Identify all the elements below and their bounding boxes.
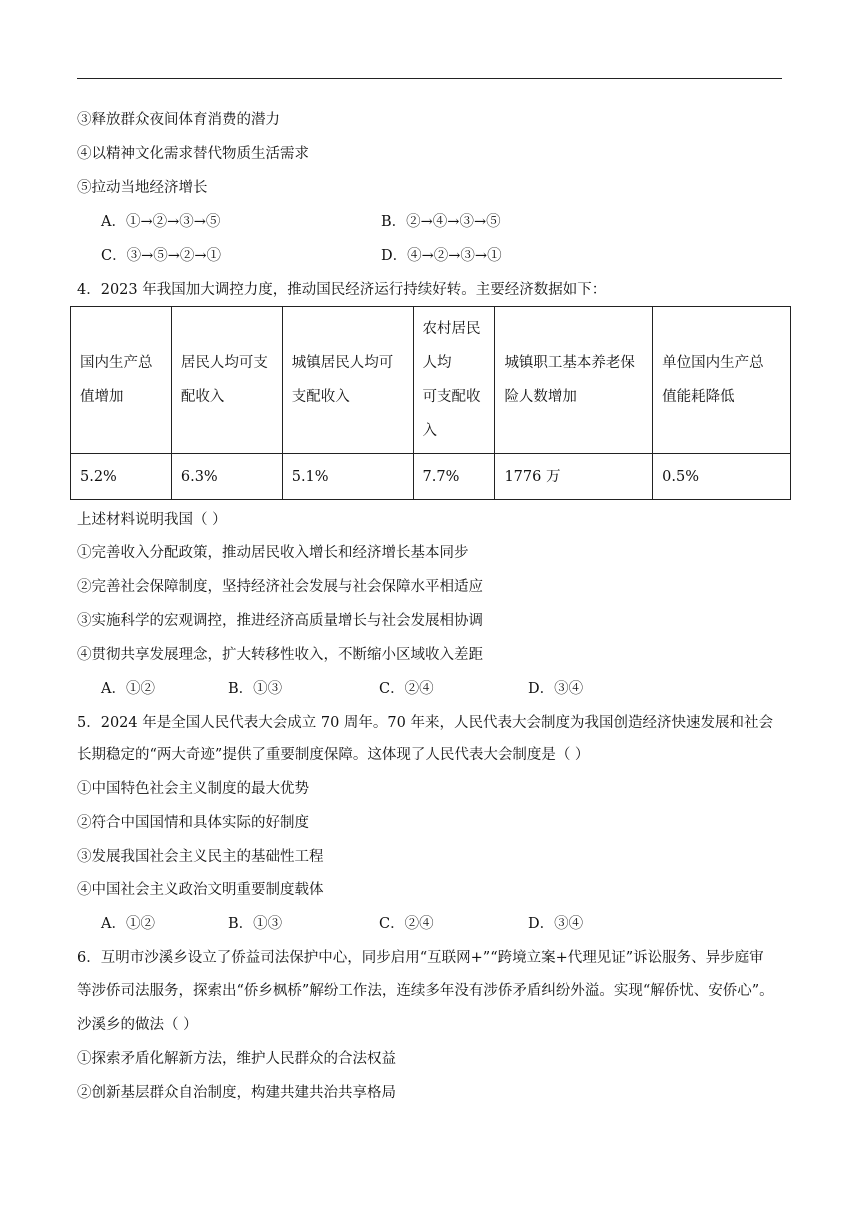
q5-option-c[interactable]: C．②④ [379, 916, 434, 932]
table-cell: 6.3% [171, 454, 282, 500]
table-cell: 5.2% [71, 454, 172, 500]
table-row [71, 454, 791, 500]
q4-item-1: ①完善收入分配政策，推动居民收入增长和经济增长基本同步 [77, 545, 469, 561]
q3-item-4: ④以精神文化需求替代物质生活需求 [77, 146, 309, 162]
q6-item-2: ②创新基层群众自治制度，构建共建共治共享格局 [77, 1085, 396, 1101]
table-header-cell: 农村居民 人均 可支配收 入 [413, 307, 495, 454]
q3-option-c[interactable]: C．③→⑤→②→① [101, 248, 222, 264]
q5-item-2: ②符合中国国情和具体实际的好制度 [77, 815, 309, 831]
q6-stem-line-3: 沙溪乡的做法（ ） [77, 1017, 198, 1033]
table-cell: 1776 万 [495, 454, 653, 500]
q5-option-b[interactable]: B．①③ [228, 916, 283, 932]
table-header-cell: 国内生产总 值增加 [71, 307, 172, 454]
q3-option-b[interactable]: B．②→④→③→⑤ [381, 214, 501, 230]
table-cell: 0.5% [653, 454, 791, 500]
q6-stem-line-2: 等涉侨司法服务，探索出“侨乡枫桥”解纷工作法，连续多年没有涉侨矛盾纠纷外溢。实现“解侨忧、安侨心”。 [77, 983, 774, 999]
table-cell: 5.1% [282, 454, 413, 500]
q4-option-d[interactable]: D．③④ [528, 681, 584, 697]
q3-option-a[interactable]: A．①→②→③→⑤ [101, 214, 221, 230]
q4-option-a[interactable]: A．①② [101, 681, 155, 697]
q4-prompt: 上述材料说明我国（ ） [77, 512, 227, 528]
q3-item-5: ⑤拉动当地经济增长 [77, 180, 208, 196]
q5-item-1: ①中国特色社会主义制度的最大优势 [77, 781, 309, 797]
q5-item-3: ③发展我国社会主义民主的基础性工程 [77, 849, 324, 865]
table-header-cell: 城镇职工基本养老保 险人数增加 [495, 307, 653, 454]
q4-item-4: ④贯彻共享发展理念，扩大转移性收入，不断缩小区域收入差距 [77, 647, 483, 663]
q4-stem: 4．2023 年我国加大调控力度，推动国民经济运行持续好转。主要经济数据如下： [77, 282, 607, 298]
q6-stem-line-1: 6．互明市沙溪乡设立了侨益司法保护中心，同步启用“互联网+”“跨境立案+代理见证”诉讼服务、异步庭审 [77, 950, 764, 966]
q3-item-3: ③释放群众夜间体育消费的潜力 [77, 112, 280, 128]
table-cell: 7.7% [413, 454, 495, 500]
q5-stem-line-2: 长期稳定的“两大奇迹”提供了重要制度保障。这体现了人民代表大会制度是（ ） [77, 747, 590, 763]
table-header-row [71, 307, 791, 454]
q6-item-1: ①探索矛盾化解新方法，维护人民群众的合法权益 [77, 1051, 396, 1067]
q5-stem-line-1: 5．2024 年是全国人民代表大会成立 70 周年。70 年来，人民代表大会制度为我国创造经济快速发展和社会 [77, 715, 773, 731]
q5-option-d[interactable]: D．③④ [528, 916, 584, 932]
table-header-cell: 城镇居民人均可 支配收入 [282, 307, 413, 454]
q4-option-b[interactable]: B．①③ [228, 681, 283, 697]
table-header-cell: 单位国内生产总 值能耗降低 [653, 307, 791, 454]
q5-option-a[interactable]: A．①② [101, 916, 155, 932]
q4-item-3: ③实施科学的宏观调控，推进经济高质量增长与社会发展相协调 [77, 613, 483, 629]
q3-option-d[interactable]: D．④→②→③→① [381, 248, 502, 264]
header-rule [77, 78, 782, 79]
q5-item-4: ④中国社会主义政治文明重要制度载体 [77, 882, 324, 898]
economic-data-table [70, 306, 791, 500]
q4-option-c[interactable]: C．②④ [379, 681, 434, 697]
q4-item-2: ②完善社会保障制度，坚持经济社会发展与社会保障水平相适应 [77, 579, 483, 595]
table-header-cell: 居民人均可支 配收入 [171, 307, 282, 454]
